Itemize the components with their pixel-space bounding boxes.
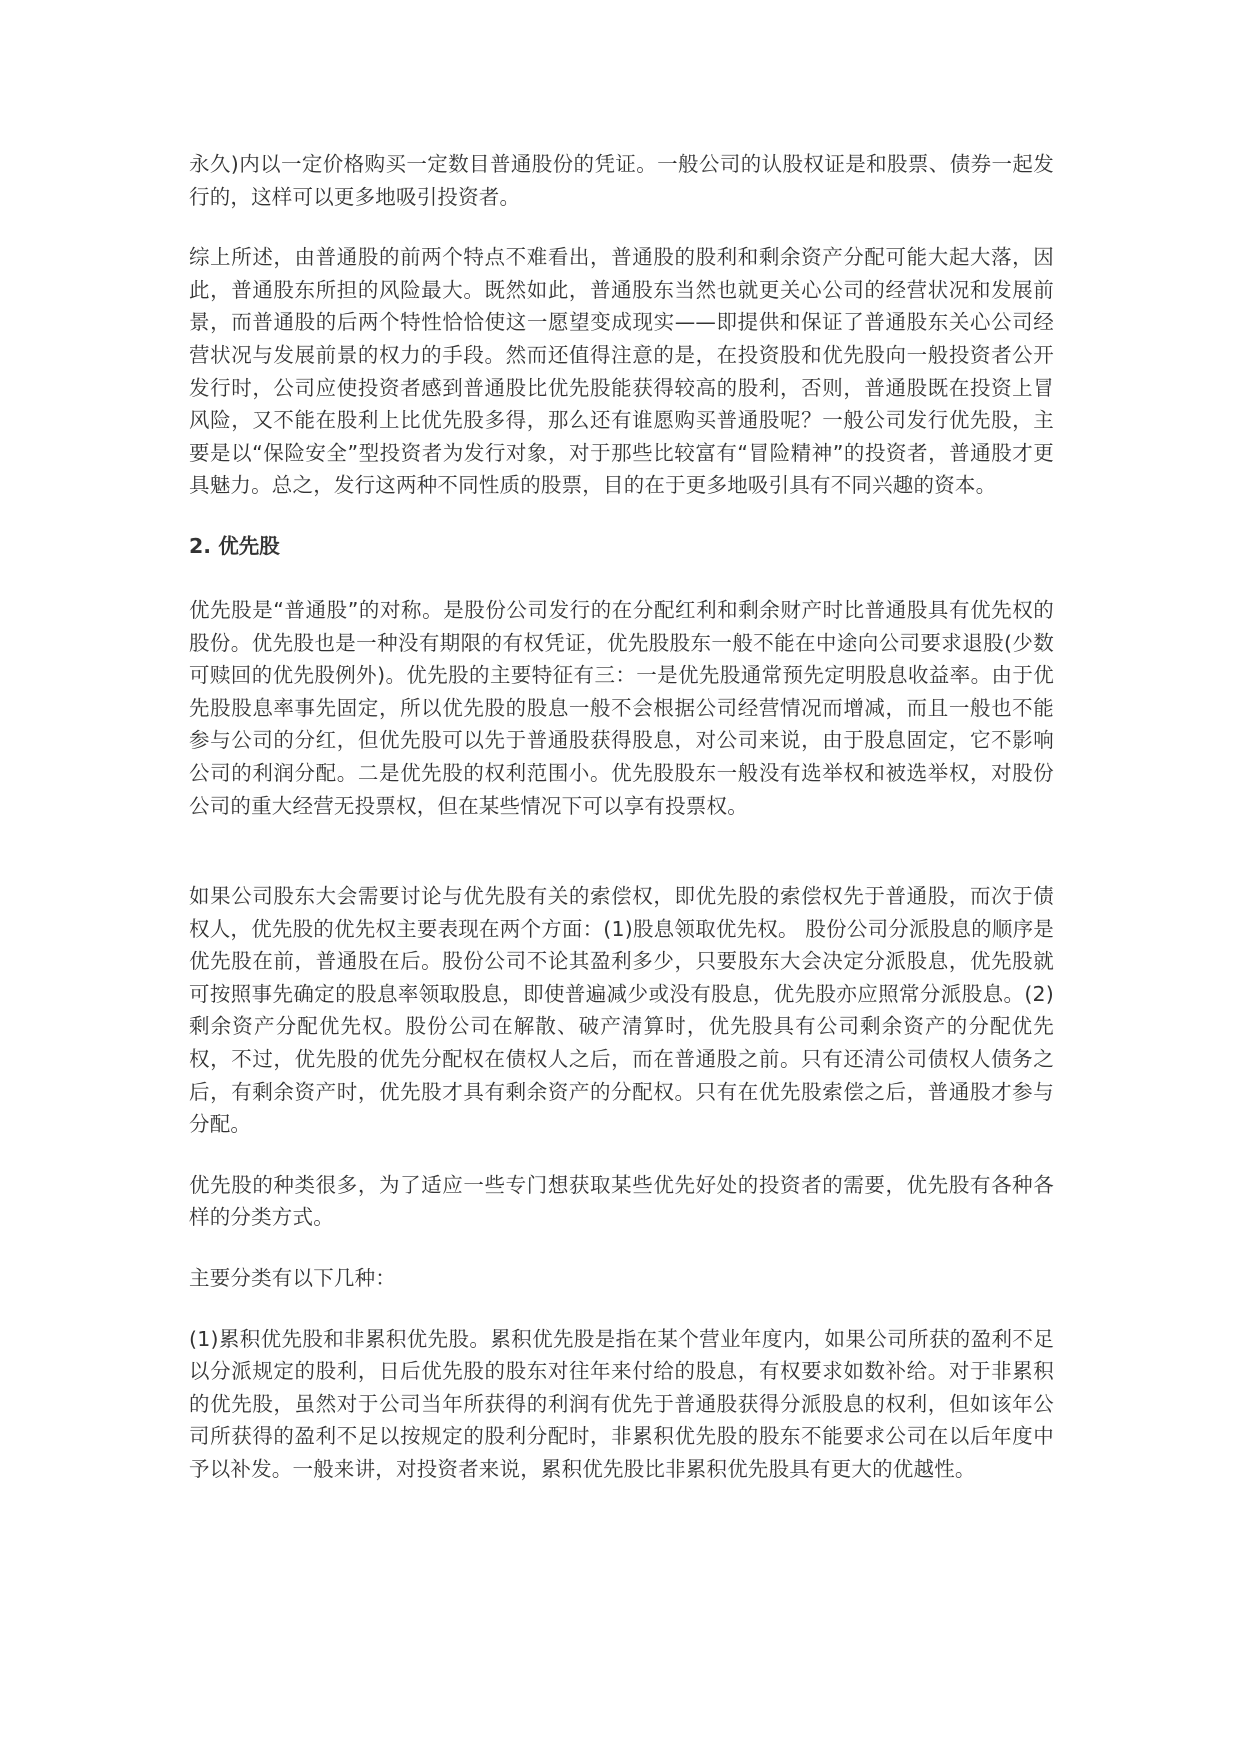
- document-page: [189, 148, 1054, 1514]
- section-heading-preferred-stock: 2. 优先股: [189, 533, 280, 558]
- paragraph-preferred-stock-definition: 优先股是“普通股”的对称。是股份公司发行的在分配红利和剩余财产时比普通股具有优先权的股份。优先股也是一种没有期限的有权凭证，优先股股东一般不能在中途向公司要求退股(少数可赎回的优先股例外)。优先股的主要特征有三：一是优先股通常预先定明股息收益率。由于优先股股息率事先固定，所以优先股的股息一般不会根据公司经营情况而增减，而且一般也不能参与公司的分红，但优先股可以先于普通股获得股息，对公司来说，由于股息固定，它不影响公司的利润分配。二是优先股的权利范围小。优先股股东一般没有选举权和被选举权，对股份公司的重大经营无投票权，但在某些情况下可以享有投票权。: [189, 597, 1054, 818]
- paragraph-common-stock-summary: 综上所述，由普通股的前两个特点不难看出，普通股的股利和剩余资产分配可能大起大落，因此，普通股东所担的风险最大。既然如此，普通股东当然也就更关心公司的经营状况和发展前景，而普通股的后两个特性恰恰使这一愿望变成现实——即提供和保证了普通股东关心公司经营状况与发展前景的权力的手段。然而还值得注意的是，在投资股和优先股向一般投资者公开发行时，公司应使投资者感到普通股比优先股能获得较高的股利，否则，普通股既在投资上冒风险，又不能在股利上比优先股多得，那么还有谁愿购买普通股呢？一般公司发行优先股，主要是以“保险安全”型投资者为发行对象，对于那些比较富有“冒险精神”的投资者，普通股才更具魅力。总之，发行这两种不同性质的股票，目的在于更多地吸引具有不同兴趣的资本。: [189, 245, 1054, 498]
- paragraph-preferred-stock-priority: 如果公司股东大会需要讨论与优先股有关的索偿权，即优先股的索偿权先于普通股，而次于债权人，优先股的优先权主要表现在两个方面：(1)股息领取优先权。 股份公司分派股息的顺序是优先股在前，普通股在后。股份公司不论其盈利多少，只要股东大会决定分派股息，优先股就可按照事先确定的股息率领取股息，即使普遍减少或没有股息，优先股亦应照常分派股息。(2)剩余资产分配优先权。股份公司在解散、破产清算时，优先股具有公司剩余资产的分配优先权，不过，优先股的优先分配权在债权人之后，而在普通股之前。只有还清公司债权人债务之后，有剩余资产时，优先股才具有剩余资产的分配权。只有在优先股索偿之后，普通股才参与分配。: [189, 884, 1054, 1137]
- paragraph-preferred-stock-types: 优先股的种类很多，为了适应一些专门想获取某些优先好处的投资者的需要，优先股有各种各样的分类方式。: [189, 1172, 1054, 1230]
- paragraph-cumulative-preferred: (1)累积优先股和非累积优先股。累积优先股是指在某个营业年度内，如果公司所获的盈利不足以分派规定的股利，日后优先股的股东对往年来付给的股息，有权要求如数补给。对于非累积的优先股，虽然对于公司当年所获得的利润有优先于普通股获得分派股息的权利，但如该年公司所获得的盈利不足以按规定的股利分配时，非累积优先股的股东不能要求公司在以后年度中予以补发。一般来讲，对投资者来说，累积优先股比非累积优先股具有更大的优越性。: [189, 1326, 1054, 1481]
- paragraph-main-classifications: 主要分类有以下几种：: [189, 1266, 396, 1291]
- paragraph-warrant-definition: 永久)内以一定价格购买一定数目普通股份的凭证。一般公司的认股权证是和股票、债券一起发行的，这样可以更多地吸引投资者。: [189, 152, 1054, 209]
